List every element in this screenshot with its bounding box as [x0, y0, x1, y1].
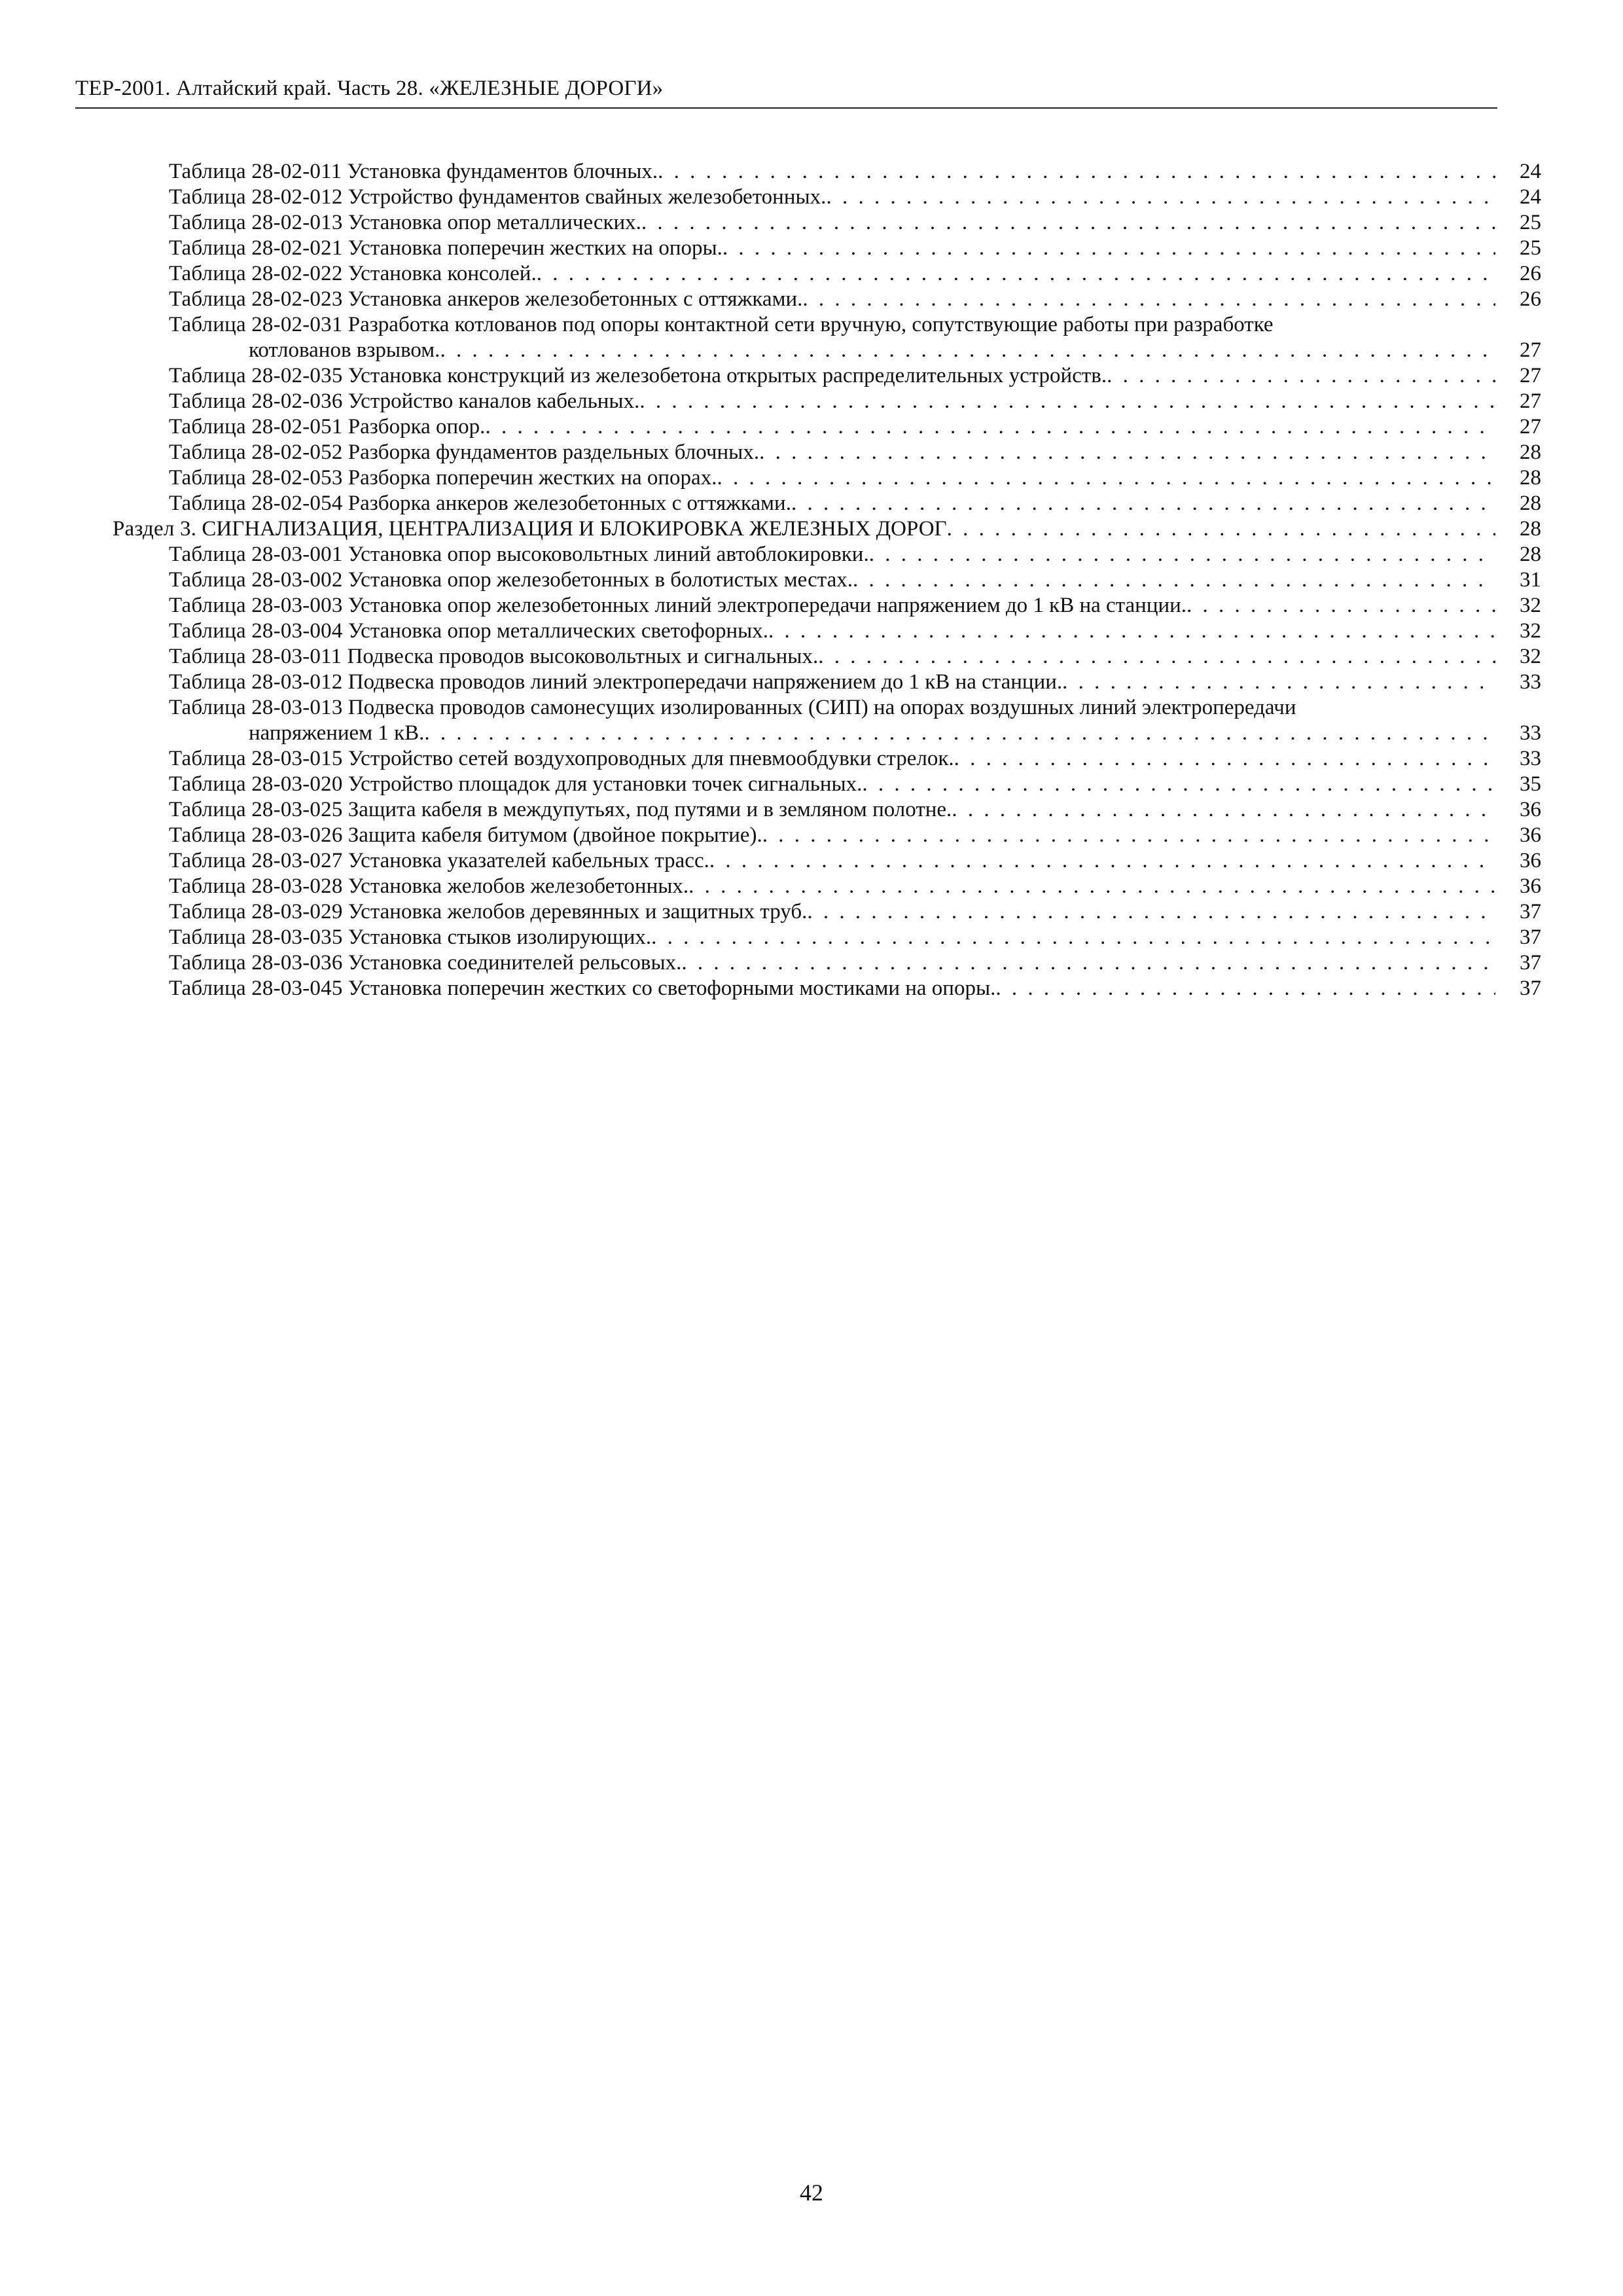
toc-entry-text	[169, 848, 1495, 874]
toc-entry-title: Устройство фундаментов свайных железобетонных.	[348, 185, 827, 209]
toc-entry-title: Защита кабеля в междупутьях, под путями и в земляном полотне.	[348, 798, 952, 821]
toc-table-entry	[169, 312, 1541, 363]
toc-entry-title-cont-text: напряжением 1 кВ.	[249, 721, 425, 745]
toc-entry-page: 26	[1502, 261, 1541, 287]
toc-entry-page: 27	[1502, 338, 1541, 363]
toc-table-entry	[169, 797, 1541, 823]
dot-leader	[651, 925, 1495, 949]
toc-entry-ref: Таблица 28-02-053	[169, 466, 343, 490]
toc-entry-page: 27	[1502, 414, 1541, 440]
toc-entry-page: 31	[1502, 567, 1541, 593]
running-header	[75, 73, 1497, 109]
toc-entry-ref: Таблица 28-03-045	[169, 977, 343, 1000]
dot-leader	[954, 747, 1495, 770]
toc-entry-title: Установка стыков изолирующих.	[348, 925, 652, 949]
toc-entry-text	[169, 772, 1495, 797]
toc-table-entry	[169, 363, 1541, 389]
toc-entry-text	[169, 159, 1495, 185]
toc-entry-page: 28	[1502, 465, 1541, 491]
toc-table-entry	[169, 746, 1541, 772]
toc-table-entry	[169, 542, 1541, 567]
toc-entry-text	[169, 414, 1495, 440]
toc-entry-ref: Таблица 28-02-035	[169, 364, 343, 387]
toc-entry-ref: Таблица 28-02-013	[169, 211, 343, 234]
toc-entry-page: 32	[1502, 644, 1541, 670]
toc-entry-title: Установка конструкций из железобетона открытых распределительных устройств.	[348, 364, 1107, 387]
toc-entry-title-continuation	[169, 721, 1495, 746]
dot-leader	[869, 543, 1495, 566]
toc-entry-ref: Таблица 28-03-036	[169, 951, 343, 975]
toc-entry-page: 27	[1502, 389, 1541, 414]
dot-leader	[641, 211, 1495, 234]
toc-entry-page: 33	[1502, 721, 1541, 746]
toc-entry-text	[113, 516, 1495, 542]
toc-entry-title: Установка желобов деревянных и защитных труб.	[348, 900, 808, 924]
toc-entry-ref: Таблица 28-03-004	[169, 619, 343, 643]
toc-entry-text	[169, 542, 1495, 567]
toc-entry-title: Установка указателей кабельных трасс.	[348, 849, 709, 872]
toc-entry-text	[169, 389, 1495, 414]
toc-entry-title: Устройство сетей воздухопроводных для пневмообдувки стрелок.	[348, 747, 954, 770]
toc-entry-title: Разборка фундаментов раздельных блочных.	[348, 440, 760, 464]
toc-entry-title: Подвеска проводов самонесущих изолированных (СИП) на опорах воздушных линий электропередачи	[348, 696, 1296, 719]
toc-entry-title: Подвеска проводов линий электропередачи напряжением до 1 кВ на станции.	[348, 670, 1063, 694]
dot-leader	[1062, 670, 1495, 694]
toc-entry-page: 32	[1502, 619, 1541, 644]
dot-leader	[995, 977, 1495, 1000]
toc-entry-text	[169, 287, 1495, 312]
toc-entry-title: Установка опор железобетонных линий электропередачи напряжением до 1 кВ на станции.	[348, 594, 1187, 617]
toc-entry-text	[169, 261, 1495, 287]
dot-leader	[791, 492, 1495, 515]
toc-entry-page: 33	[1502, 746, 1541, 772]
toc-entry-title: Установка консолей.	[348, 262, 537, 285]
toc-entry-page: 36	[1502, 874, 1541, 899]
toc-table-entry	[169, 976, 1541, 1001]
toc-entry-title: Установка анкеров железобетонных с оттяжками.	[348, 287, 803, 311]
toc-entry-page: 37	[1502, 925, 1541, 950]
toc-table-entry	[169, 593, 1541, 619]
toc-entry-ref: Таблица 28-02-031	[169, 313, 343, 336]
toc-entry-text	[169, 312, 1495, 363]
toc-entry-text	[169, 363, 1495, 389]
toc-entry-text	[169, 746, 1495, 772]
toc-entry-title: Установка опор железобетонных в болотистых местах.	[348, 568, 853, 592]
toc-entry-text	[169, 823, 1495, 848]
toc-table-entry	[169, 440, 1541, 465]
toc-entry-ref: Таблица 28-02-052	[169, 440, 343, 464]
toc-entry-page: 36	[1502, 823, 1541, 848]
dot-leader	[762, 823, 1495, 847]
toc-entry-title: Устройство каналов кабельных.	[348, 389, 640, 413]
toc-table-entry	[169, 899, 1541, 925]
toc-entry-title: Установка опор металлических светофорных.	[348, 619, 769, 643]
dot-leader	[1186, 594, 1495, 617]
toc-entry-ref: Таблица 28-03-001	[169, 543, 343, 566]
toc-table-entry	[169, 414, 1541, 440]
toc-entry-text	[169, 465, 1495, 491]
toc-entry-page: 25	[1502, 210, 1541, 236]
toc-entry-title: СИГНАЛИЗАЦИЯ, ЦЕНТРАЛИЗАЦИЯ И БЛОКИРОВКА ЖЕЛЕЗНЫХ ДОРОГ	[202, 517, 947, 541]
toc-entry-page: 24	[1502, 159, 1541, 185]
toc-entry-title: Установка поперечин жестких на опоры.	[348, 236, 722, 260]
toc-entry-text	[169, 925, 1495, 950]
toc-entry-title-continuation	[169, 338, 1495, 363]
toc-entry-title: Разработка котлованов под опоры контактной сети вручную, сопутствующие работы при разработке	[348, 313, 1274, 336]
dot-leader	[424, 721, 1495, 745]
toc-entry-page: 35	[1502, 772, 1541, 797]
toc-entry-title: Установка соединителей рельсовых.	[348, 951, 682, 975]
dot-leader	[722, 236, 1495, 260]
toc-entry-title: Подвеска проводов высоковольтных и сигнальных.	[347, 645, 819, 668]
dot-leader	[709, 849, 1495, 872]
toc-entry-ref: Таблица 28-02-054	[169, 492, 343, 515]
running-header-title: ТЕР-2001. Алтайский край. Часть 28. «ЖЕЛЕЗНЫЕ ДОРОГИ»	[75, 77, 664, 100]
toc-entry-ref: Таблица 28-02-051	[169, 415, 343, 439]
toc-table-entry	[169, 950, 1541, 976]
toc-entry-text	[169, 899, 1495, 925]
toc-entry-text	[169, 440, 1495, 465]
toc-entry-title: Установка фундаментов блочных.	[347, 160, 658, 183]
toc-entry-title: Разборка поперечин жестких на опорах.	[348, 466, 717, 490]
toc-entry-title: Разборка анкеров железобетонных с оттяжками.	[348, 492, 791, 515]
toc-entry-title: Устройство площадок для установки точек сигнальных.	[348, 772, 863, 796]
toc-entry-page: 24	[1502, 185, 1541, 210]
toc-entry-text	[169, 185, 1495, 210]
toc-entry-ref: Таблица 28-03-028	[169, 874, 343, 898]
toc-table-entry	[169, 925, 1541, 950]
toc-entry-page: 37	[1502, 976, 1541, 1001]
toc-entry-ref: Таблица 28-03-026	[169, 823, 343, 847]
dot-leader	[1107, 364, 1495, 387]
dot-leader	[862, 772, 1495, 796]
dot-leader	[802, 287, 1495, 311]
toc-table-entry	[169, 695, 1541, 746]
toc-entry-ref: Таблица 28-03-027	[169, 849, 343, 872]
toc-entry-title: Установка опор высоковольтных линий автоблокировки.	[348, 543, 869, 566]
toc-entry-ref: Раздел 3.	[113, 517, 197, 541]
toc-entry-page: 26	[1502, 287, 1541, 312]
toc-entry-text	[169, 210, 1495, 236]
toc-table-entry	[169, 389, 1541, 414]
toc-entry-text	[169, 695, 1495, 746]
toc-entry-page: 28	[1502, 542, 1541, 567]
toc-entry-ref: Таблица 28-03-012	[169, 670, 343, 694]
toc-entry-page: 28	[1502, 440, 1541, 465]
toc-entry-ref: Таблица 28-03-025	[169, 798, 343, 821]
toc-entry-ref: Таблица 28-02-011	[169, 160, 342, 183]
toc-entry-text	[169, 567, 1495, 593]
toc-entry-ref: Таблица 28-03-020	[169, 772, 343, 796]
toc-table-entry	[169, 874, 1541, 899]
toc-entry-ref: Таблица 28-02-022	[169, 262, 343, 285]
toc-entry-text	[169, 874, 1495, 899]
toc-entry-page: 32	[1502, 593, 1541, 619]
toc-section-entry	[113, 516, 1541, 542]
toc-entry-text	[169, 593, 1495, 619]
dot-leader	[639, 389, 1495, 413]
toc-entry-title: Установка опор металлических.	[348, 211, 641, 234]
toc-table-entry	[169, 772, 1541, 797]
toc-entry-text	[169, 797, 1495, 823]
toc-entry-text	[169, 670, 1495, 695]
toc-entry-page: 28	[1502, 516, 1541, 542]
dot-leader	[537, 262, 1495, 285]
dot-leader	[440, 338, 1495, 362]
dot-leader	[768, 619, 1495, 643]
dot-leader	[818, 645, 1495, 668]
toc-entry-page: 25	[1502, 236, 1541, 261]
dot-leader	[759, 440, 1495, 464]
toc-entry-title: Защита кабеля битумом (двойное покрытие).	[348, 823, 762, 847]
toc-entry-ref: Таблица 28-02-021	[169, 236, 343, 260]
toc-table-entry	[169, 210, 1541, 236]
dot-leader	[485, 415, 1495, 439]
toc-entry-ref: Таблица 28-03-029	[169, 900, 343, 924]
toc-entry-ref: Таблица 28-02-012	[169, 185, 343, 209]
toc-entry-page: 37	[1502, 899, 1541, 925]
toc-table-entry	[169, 185, 1541, 210]
toc-entry-page: 33	[1502, 670, 1541, 695]
toc-entry-page: 36	[1502, 797, 1541, 823]
toc-entry-text	[169, 236, 1495, 261]
toc-entry-ref: Таблица 28-03-003	[169, 594, 343, 617]
toc-table-entry	[169, 619, 1541, 644]
dot-leader	[853, 568, 1495, 592]
toc-table-entry	[169, 465, 1541, 491]
dot-leader	[826, 185, 1495, 209]
toc-entry-ref: Таблица 28-03-002	[169, 568, 343, 592]
toc-table-entry	[169, 491, 1541, 516]
toc-entry-text	[169, 976, 1495, 1001]
toc-table-entry	[169, 236, 1541, 261]
toc-entry-title: Разборка опор.	[348, 415, 486, 439]
toc-table-entry	[169, 261, 1541, 287]
toc-table-entry	[169, 287, 1541, 312]
toc-table-entry	[169, 670, 1541, 695]
toc-entry-text	[169, 491, 1495, 516]
toc-table-entry	[169, 159, 1541, 185]
toc-entry-text	[169, 644, 1495, 670]
dot-leader	[681, 951, 1495, 975]
toc-entry-text	[169, 950, 1495, 976]
toc-entry-ref: Таблица 28-03-013	[169, 696, 343, 719]
toc-entry-title: Установка желобов железобетонных.	[348, 874, 689, 898]
toc-entry-ref: Таблица 28-03-035	[169, 925, 343, 949]
dot-leader	[947, 517, 1495, 541]
toc-entry-page: 27	[1502, 363, 1541, 389]
toc-entry-title-cont-text: котлованов взрывом.	[249, 338, 440, 362]
toc-entry-text	[169, 619, 1495, 644]
toc-table-entry	[169, 823, 1541, 848]
toc-entry-ref: Таблица 28-03-011	[169, 645, 342, 668]
dot-leader	[688, 874, 1495, 898]
toc-entry-ref: Таблица 28-02-023	[169, 287, 343, 311]
dot-leader	[807, 900, 1495, 924]
dot-leader	[952, 798, 1495, 821]
toc-entry-ref: Таблица 28-02-036	[169, 389, 343, 413]
toc-table-entry	[169, 848, 1541, 874]
toc-entry-page: 37	[1502, 950, 1541, 976]
toc-entry-page: 36	[1502, 848, 1541, 874]
toc-table-entry	[169, 567, 1541, 593]
page-number: 42	[800, 2179, 823, 2206]
toc-table-entry	[169, 644, 1541, 670]
toc-entry-page: 28	[1502, 491, 1541, 516]
toc-entry-ref: Таблица 28-03-015	[169, 747, 343, 770]
dot-leader	[658, 160, 1495, 183]
dot-leader	[717, 466, 1495, 490]
table-of-contents	[0, 159, 1623, 1001]
toc-entry-title: Установка поперечин жестких со светофорными мостиками на опоры.	[348, 977, 996, 1000]
